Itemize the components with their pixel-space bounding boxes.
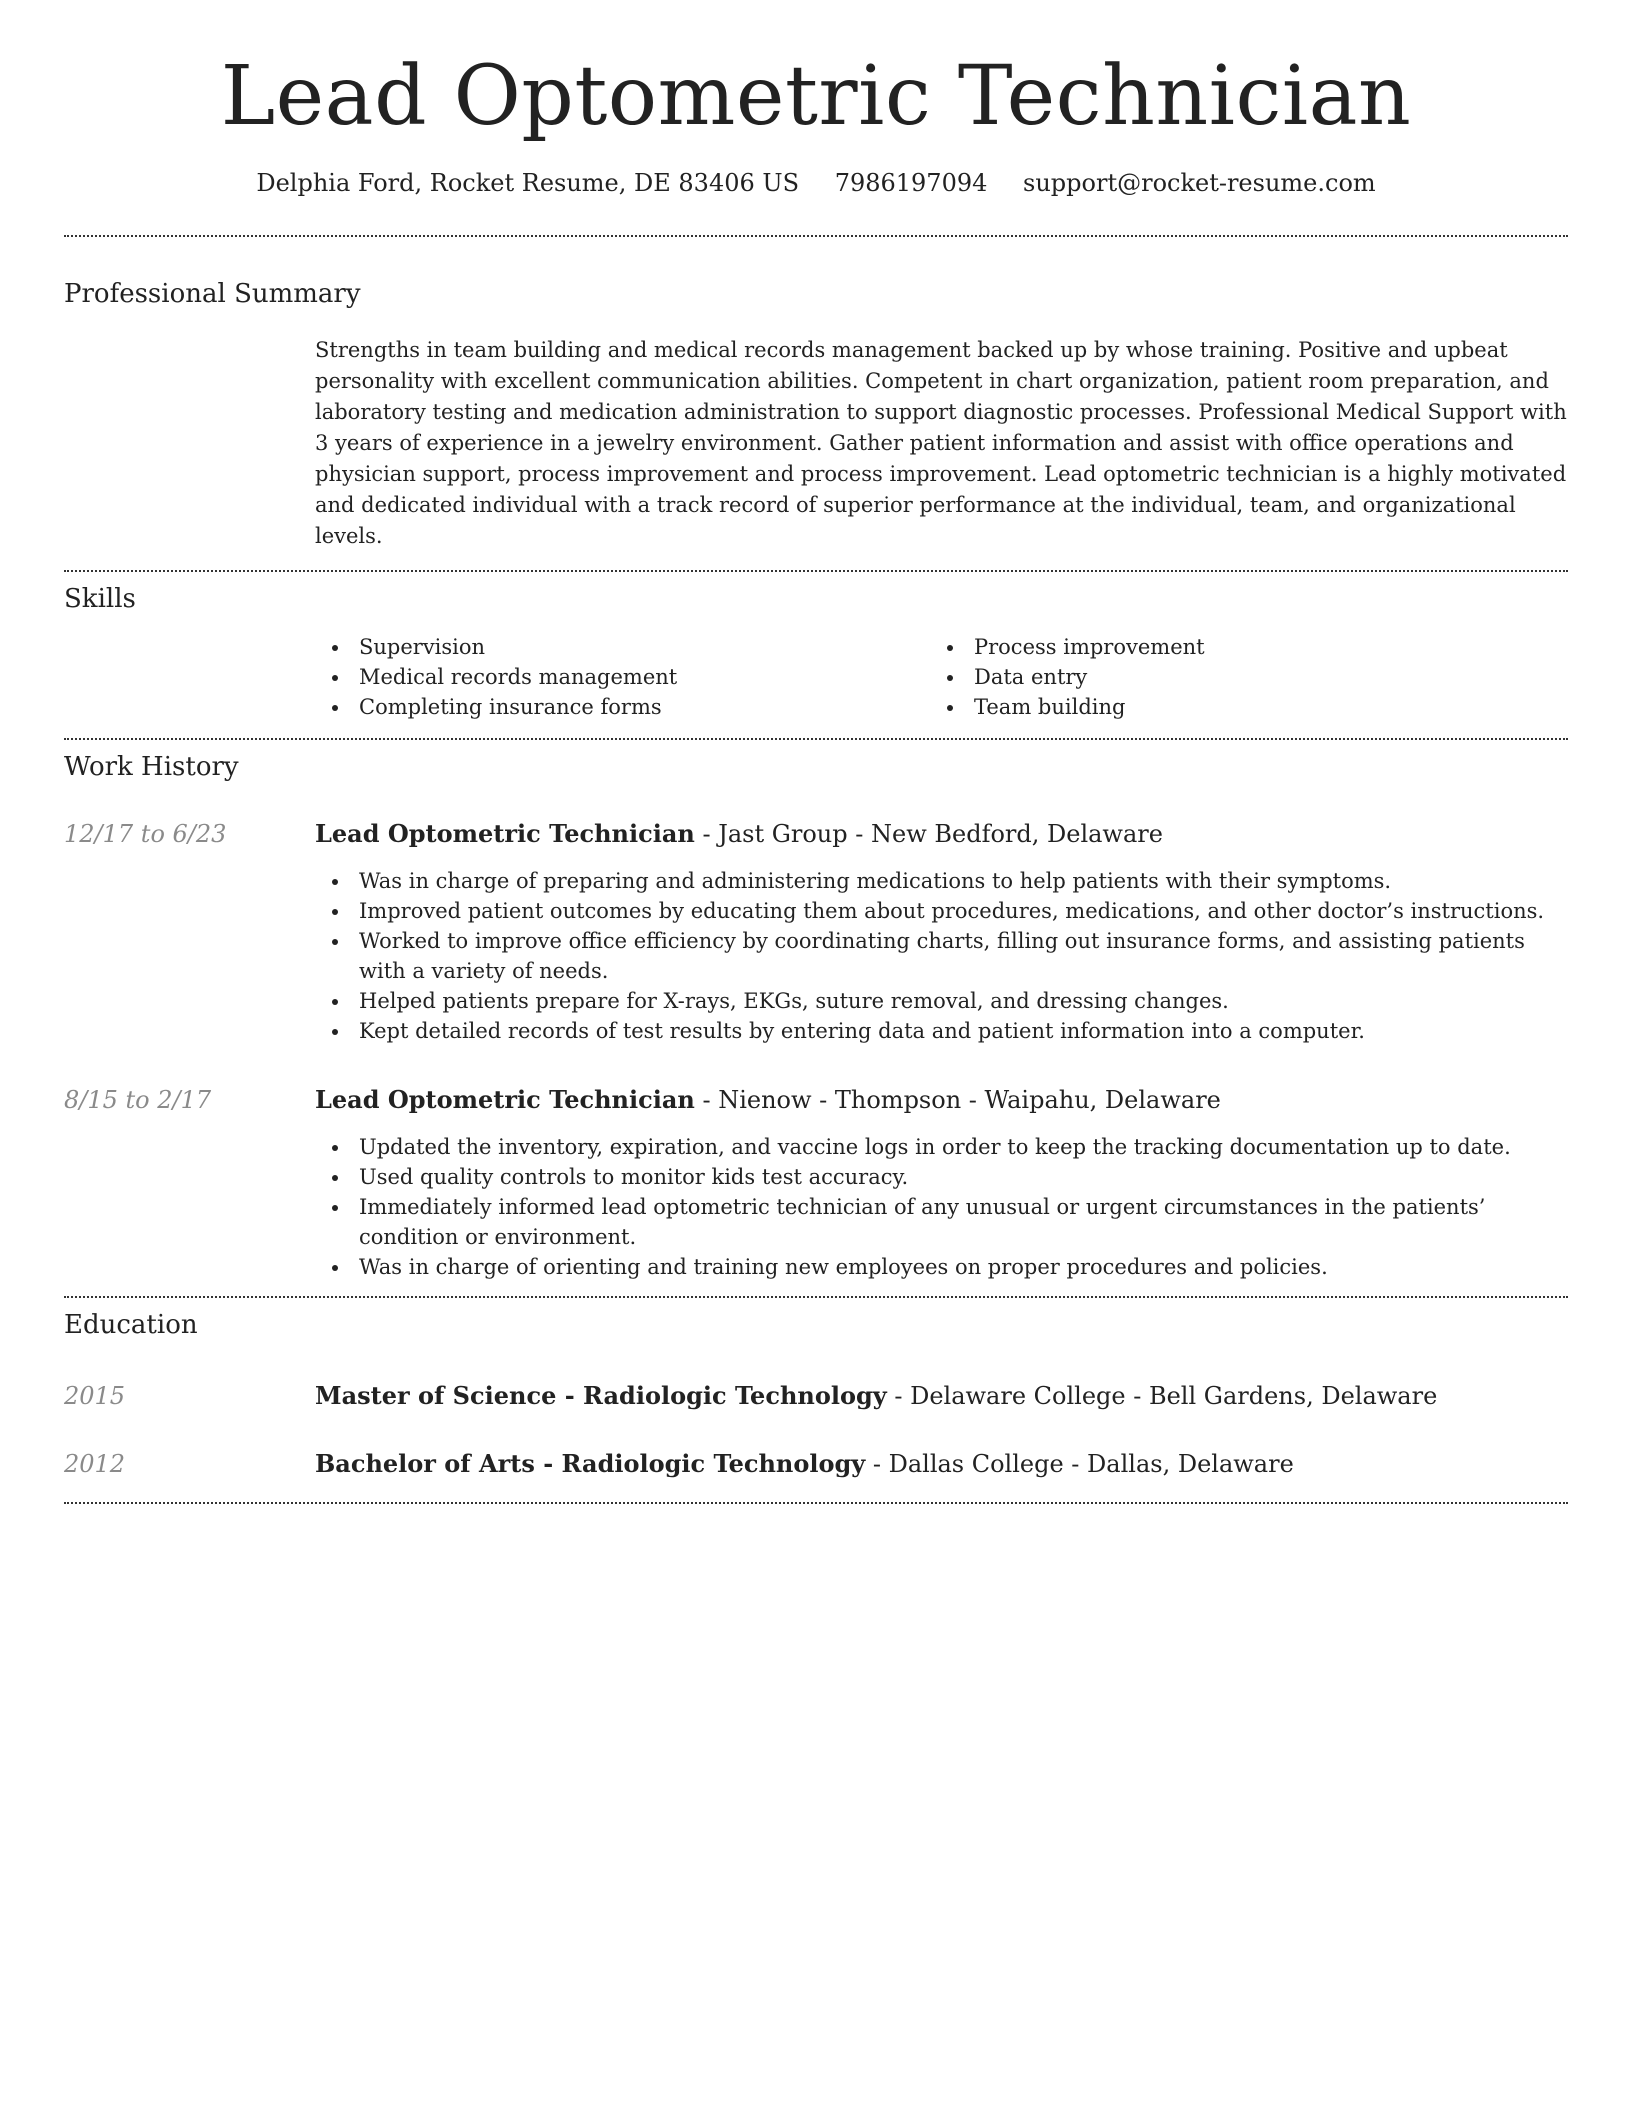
skills-list-left xyxy=(315,632,930,722)
job-role xyxy=(315,818,1568,850)
skills-list-right xyxy=(930,632,1545,722)
job-body xyxy=(315,1084,1568,1296)
resume-header xyxy=(64,0,1568,199)
divider xyxy=(64,235,1568,237)
education-heading: Education xyxy=(64,1310,198,1341)
divider xyxy=(64,1296,1568,1298)
job-bullet: Used quality controls to monitor kids test accuracy. xyxy=(315,1162,1568,1192)
contact-phone: 7986197094 xyxy=(834,169,988,198)
job-title: Lead Optometric Technician xyxy=(315,819,695,849)
job-bullets xyxy=(315,866,1568,1046)
job-bullet: Immediately informed lead optometric technician of any unusual or urgent circumstances in the patients’ condition or environment. xyxy=(315,1192,1568,1252)
education-degree-line xyxy=(315,1448,1294,1480)
divider xyxy=(64,1502,1568,1504)
job-role xyxy=(315,1084,1568,1116)
skill-item: Data entry xyxy=(930,662,1545,692)
job-details: - Nienow - Thompson - Waipahu, Delaware xyxy=(694,1086,1221,1115)
job-bullet: Was in charge of orienting and training new employees on proper procedures and policies. xyxy=(315,1252,1568,1282)
education-section xyxy=(64,1310,1568,1480)
skill-item: Supervision xyxy=(315,632,930,662)
education-degree: Master of Science - Radiologic Technology xyxy=(315,1381,887,1411)
contact-address: Delphia Ford, Rocket Resume, DE 83406 US xyxy=(256,169,800,198)
education-year: 2015 xyxy=(64,1382,126,1411)
skill-item: Completing insurance forms xyxy=(315,692,930,722)
job-details: - Jast Group - New Bedford, Delaware xyxy=(694,820,1163,849)
education-details: - Delaware College - Bell Gardens, Delaware xyxy=(886,1382,1438,1411)
skills-section xyxy=(64,584,1568,722)
skill-item: Process improvement xyxy=(930,632,1545,662)
divider xyxy=(64,570,1568,572)
resume-title: Lead Optometric Technician xyxy=(220,49,1412,144)
work-history-section xyxy=(64,752,1568,1296)
job-title: Lead Optometric Technician xyxy=(315,1085,695,1115)
education-degree-line xyxy=(315,1380,1437,1412)
job-bullet: Improved patient outcomes by educating them about procedures, medications, and other doctor’s instructions. xyxy=(315,896,1568,926)
job-bullet: Helped patients prepare for X-rays, EKGs, suture removal, and dressing changes. xyxy=(315,986,1568,1016)
summary-text: Strengths in team building and medical records management backed up by whose training. Positive and upbeat personality with excellent communication abilities. Competent in chart organization, patient room preparation, and laboratory testing and medication administration to support diagnostic processes. Professional Medical Support with 3 years of experience in a jewelry environment. Gather patient information and assist with office operations and physician support, process improvement and process improvement. Lead optometric technician is a highly motivated and dedicated individual with a track record of superior performance at the individual, team, and organizational levels. xyxy=(315,338,1567,549)
job-dates: 12/17 to 6/23 xyxy=(64,820,227,849)
job-bullet: Kept detailed records of test results by entering data and patient information into a computer. xyxy=(315,1016,1568,1046)
summary-heading: Professional Summary xyxy=(64,279,361,310)
education-entry xyxy=(64,1448,1568,1480)
divider xyxy=(64,738,1568,740)
skills-grid xyxy=(315,632,1568,722)
job-bullet: Worked to improve office efficiency by coordinating charts, filling out insurance forms, and assisting patients with a variety of needs. xyxy=(315,926,1568,986)
job-bullet: Was in charge of preparing and administering medications to help patients with their symptoms. xyxy=(315,866,1568,896)
job-entry xyxy=(64,818,1568,1046)
skill-item: Team building xyxy=(930,692,1545,722)
job-dates: 8/15 to 2/17 xyxy=(64,1086,212,1115)
education-year: 2012 xyxy=(64,1450,126,1479)
skills-heading: Skills xyxy=(64,584,136,615)
contact-line xyxy=(64,168,1568,199)
contact-email: support@rocket-resume.com xyxy=(1023,169,1376,198)
job-bullet: Updated the inventory, expiration, and vaccine logs in order to keep the tracking documentation up to date. xyxy=(315,1132,1568,1162)
work-history-heading: Work History xyxy=(64,752,239,783)
summary-section xyxy=(64,279,1568,552)
education-degree: Bachelor of Arts - Radiologic Technology xyxy=(315,1449,866,1479)
skill-item: Medical records management xyxy=(315,662,930,692)
education-entry xyxy=(64,1380,1568,1412)
job-bullets xyxy=(315,1132,1568,1282)
job-entry xyxy=(64,1084,1568,1296)
job-body xyxy=(315,818,1568,1046)
education-details: - Dallas College - Dallas, Delaware xyxy=(865,1450,1294,1479)
